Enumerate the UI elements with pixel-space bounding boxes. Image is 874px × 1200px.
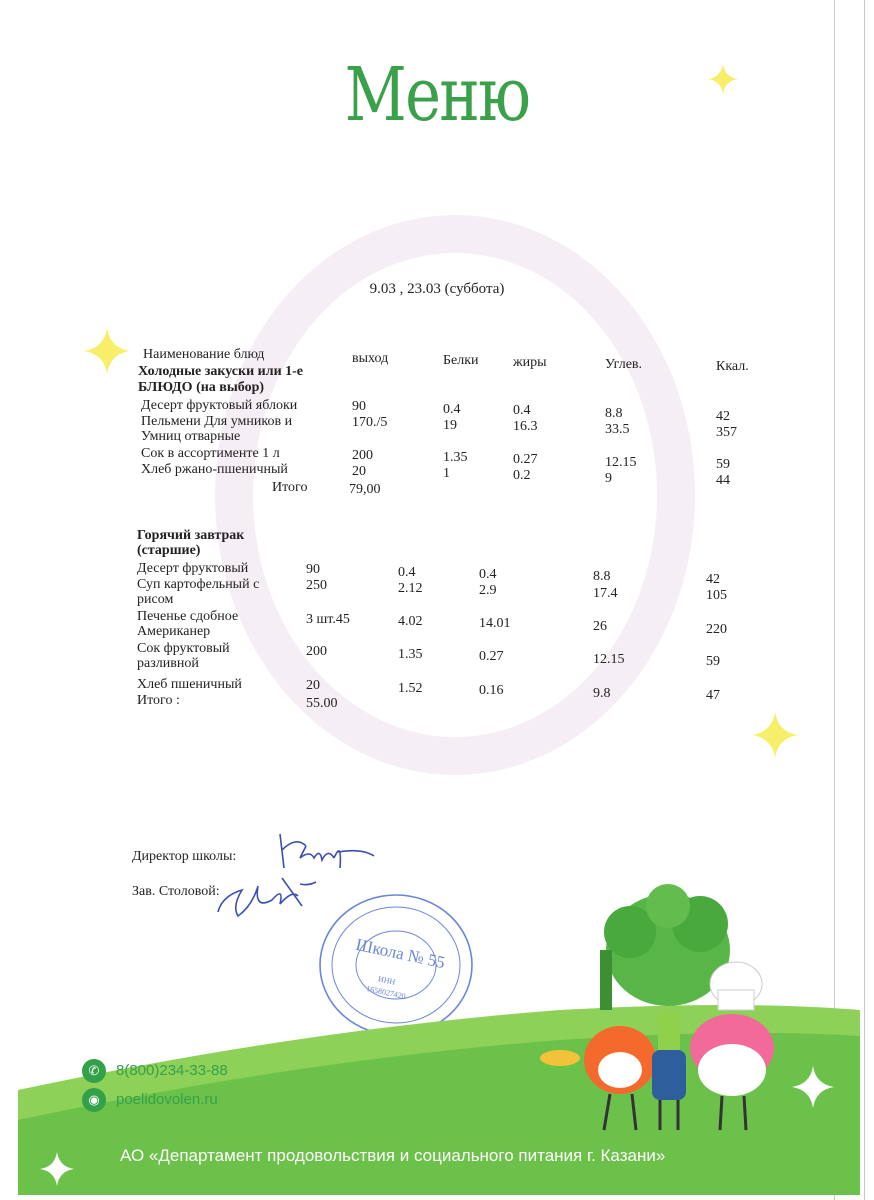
- dish-name: Хлеб пшеничный: [137, 677, 242, 692]
- mascot-illustration: [540, 880, 810, 1140]
- director-label: Директор школы:: [132, 849, 237, 864]
- sparkle-icon: [84, 328, 130, 374]
- dish-fat: 0.2: [513, 468, 531, 483]
- dish-name: разливной: [137, 656, 199, 671]
- canteen-signature: [212, 866, 322, 926]
- section-title: Холодные закуски или 1-е: [138, 364, 304, 379]
- dish-carbs: 33.5: [605, 422, 630, 437]
- dish-carbs: 12.15: [593, 652, 625, 667]
- menu-date: 9.03 , 23.03 (суббота): [369, 281, 505, 297]
- dish-carbs: 12.15: [605, 455, 637, 470]
- total-value: 55.00: [306, 696, 338, 711]
- dish-fat: 14.01: [479, 616, 511, 631]
- dish-fat: 16.3: [513, 419, 538, 434]
- dish-kcal: 42: [706, 572, 720, 587]
- dish-kcal: 44: [716, 473, 730, 488]
- phone-icon: ✆: [82, 1059, 106, 1083]
- stamp-inn-value: 1658027420: [365, 983, 407, 1002]
- dish-kcal: 357: [716, 425, 737, 440]
- header-name: Наименование блюд: [143, 347, 265, 362]
- dish-name: Умниц отварные: [141, 429, 241, 444]
- dish-protein: 2.12: [398, 581, 423, 596]
- stamp-text: Школа № 55: [354, 934, 447, 973]
- total-label: Итого :: [137, 693, 180, 708]
- total-label: Итого: [272, 480, 308, 495]
- dish-fat: 0.16: [479, 683, 504, 698]
- dish-fat: 0.4: [513, 403, 531, 418]
- dish-protein: 1.35: [398, 647, 423, 662]
- dish-output: 250: [306, 578, 327, 593]
- dish-kcal: 42: [716, 409, 730, 424]
- header-protein: Белки: [443, 353, 479, 368]
- dish-carbs: 8.8: [605, 406, 623, 421]
- header-fat: жиры: [513, 355, 547, 370]
- dish-output: 200: [352, 448, 373, 463]
- dish-protein: 1: [443, 466, 450, 481]
- dish-fat: 0.27: [513, 452, 538, 467]
- sparkle-icon: [708, 64, 738, 94]
- dish-kcal: 59: [706, 654, 720, 669]
- dish-protein: 0.4: [398, 565, 416, 580]
- dish-kcal: 59: [716, 457, 730, 472]
- dish-carbs: 8.8: [593, 569, 611, 584]
- dish-kcal: 105: [706, 588, 727, 603]
- dish-name: Десерт фруктовый яблоки: [141, 398, 298, 413]
- dish-name: Суп картофельный с: [137, 577, 260, 592]
- contact-site[interactable]: [82, 1088, 218, 1112]
- section-title: БЛЮДО (на выбор): [138, 380, 265, 395]
- dish-output: 3 шт.45: [306, 612, 350, 627]
- dish-carbs: 9: [605, 471, 612, 486]
- header-carbs: Углев.: [605, 357, 643, 372]
- dish-fat: 0.4: [479, 567, 497, 582]
- page-title: Меню: [344, 52, 530, 138]
- dish-protein: 1.52: [398, 681, 423, 696]
- site-link: poelidovolen.ru: [116, 1090, 218, 1108]
- dish-fat: 2.9: [479, 583, 497, 598]
- header-kcal: Ккал.: [716, 359, 749, 374]
- section-title: Горячий завтрак: [137, 528, 245, 543]
- dish-name: Пельмени Для умников и: [141, 414, 293, 429]
- footer-organization: АО «Департамент продовольствия и социального питания г. Казани»: [120, 1146, 666, 1165]
- dish-output: 20: [306, 678, 320, 693]
- dish-name: Десерт фруктовый: [137, 561, 249, 576]
- header-output: выход: [352, 351, 389, 366]
- sparkle-icon: [752, 712, 798, 758]
- stamp-inn-label: ИНН: [377, 974, 397, 987]
- total-value: 79,00: [349, 482, 381, 497]
- dish-name: Сок фруктовый: [137, 641, 230, 656]
- dish-output: 90: [352, 399, 366, 414]
- canteen-label: Зав. Столовой:: [132, 884, 220, 899]
- dish-carbs: 17.4: [593, 586, 618, 601]
- phone-number: 8(800)234-33-88: [116, 1061, 228, 1079]
- dish-name: Американер: [137, 624, 211, 639]
- dish-carbs: 9.8: [593, 686, 611, 701]
- dish-kcal: 47: [706, 688, 720, 703]
- contact-phone[interactable]: [82, 1059, 228, 1083]
- dish-protein: 1.35: [443, 450, 468, 465]
- dish-output: 170./5: [352, 415, 388, 430]
- dish-output: 20: [352, 464, 366, 479]
- dish-output: 90: [306, 562, 320, 577]
- dish-name: Хлеб ржано-пшеничный: [141, 462, 288, 477]
- dish-name: Печенье сдобное: [137, 609, 239, 624]
- dish-output: 200: [306, 644, 327, 659]
- dish-carbs: 26: [593, 619, 607, 634]
- section-title: (старшие): [137, 543, 201, 558]
- dish-protein: 0.4: [443, 402, 461, 417]
- dish-kcal: 220: [706, 622, 727, 637]
- dish-name: Сок в ассортименте 1 л: [141, 446, 280, 461]
- background-watermark-ring: [215, 215, 695, 775]
- globe-icon: ◉: [82, 1088, 106, 1112]
- dish-protein: 19: [443, 418, 457, 433]
- dish-fat: 0.27: [479, 649, 504, 664]
- dish-name: рисом: [137, 592, 174, 607]
- dish-protein: 4.02: [398, 614, 423, 629]
